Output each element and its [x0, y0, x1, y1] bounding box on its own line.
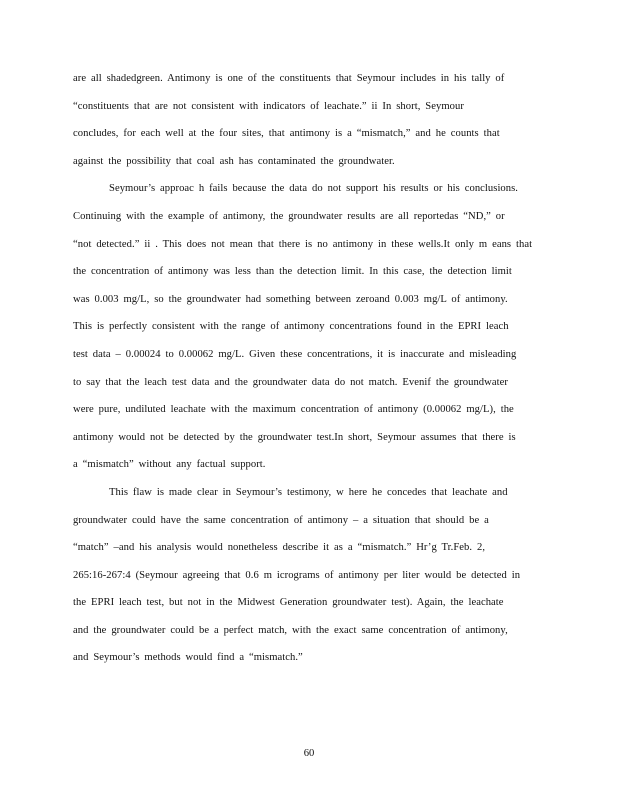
- text-line: and Seymour’s methods would find a “mismatch.”: [73, 652, 303, 664]
- text-line: Seymour’s approac h fails because the data do not support his results or his conclusions.: [109, 183, 518, 195]
- text-line: was 0.003 mg/L, so the groundwater had something between zeroand 0.003 mg/L of antimony.: [73, 293, 508, 305]
- text-line: “constituents that are not consistent with indicators of leachate.” ii In short, Seymour: [73, 100, 464, 112]
- text-line: the EPRI leach test, but not in the Midwest Generation groundwater test). Again, the leachate: [73, 597, 504, 609]
- text-line: This flaw is made clear in Seymour’s testimony, w here he concedes that leachate and: [109, 486, 508, 498]
- text-line: the concentration of antimony was less than the detection limit. In this case, the detection limit: [73, 266, 512, 278]
- body-text: [73, 70, 545, 677]
- text-line: groundwater could have the same concentration of antimony – a situation that should be a: [73, 514, 489, 526]
- text-line: concludes, for each well at the four sites, that antimony is a “mismatch,” and he counts that: [73, 128, 500, 140]
- text-line: to say that the leach test data and the groundwater data do not match. Evenif the groundwater: [73, 376, 508, 388]
- text-line: Continuing with the example of antimony, the groundwater results are all reportedas “ND,” or: [73, 210, 505, 222]
- text-line: are all shadedgreen. Antimony is one of the constituents that Seymour includes in his tally of: [73, 73, 505, 84]
- text-line: 265:16-267:4 (Seymour agreeing that 0.6 m icrograms of antimony per liter would be detected in: [73, 569, 521, 581]
- text-line: antimony would not be detected by the groundwater test.In short, Seymour assumes that there is: [73, 431, 516, 443]
- paragraph: [73, 70, 545, 180]
- text-line: test data – 0.00024 to 0.00062 mg/L. Given these concentrations, it is inaccurate and misleading: [73, 348, 517, 360]
- text-line: were pure, undiluted leachate with the maximum concentration of antimony (0.00062 mg/L), the: [73, 404, 514, 416]
- paragraph: [73, 484, 545, 677]
- text-line: This is perfectly consistent with the range of antimony concentrations found in the EPRI leach: [73, 321, 509, 333]
- text-line: a “mismatch” without any factual support.: [73, 459, 266, 471]
- text-line: “match” –and his analysis would nonetheless describe it as a “mismatch.” Hr’g Tr.Feb. 2,: [73, 542, 486, 554]
- page-number: 60: [303, 748, 315, 759]
- text-line: against the possibility that coal ash has contaminated the groundwater.: [73, 155, 395, 167]
- paragraph: [73, 180, 545, 484]
- text-line: “not detected.” ii . This does not mean that there is no antimony in these wells.It only m eans that: [73, 238, 533, 250]
- text-line: and the groundwater could be a perfect match, with the exact same concentration of antimony,: [73, 624, 508, 636]
